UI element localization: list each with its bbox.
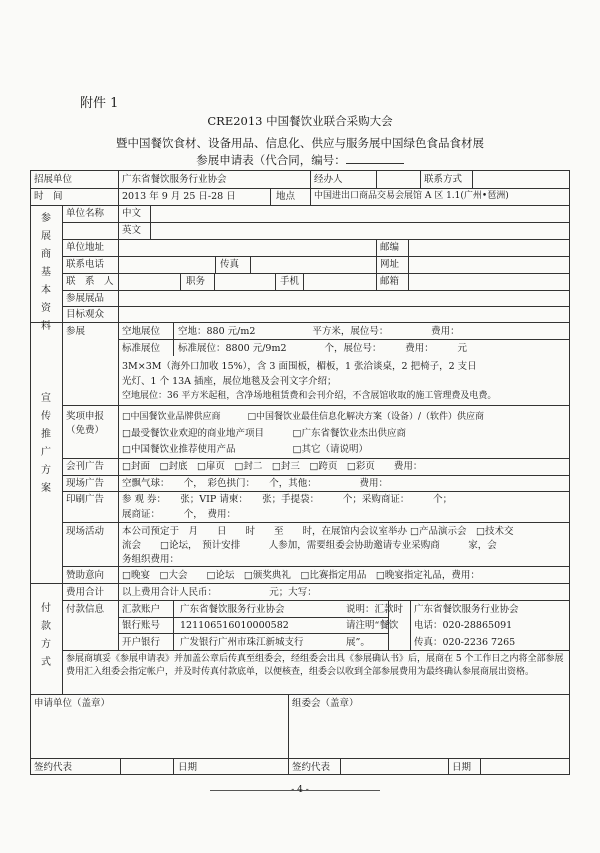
committee-rep-label: 签约代表: [292, 762, 331, 773]
onsite-ad-text[interactable]: 空飘气球： 个， 彩色拱门： 个，其他： 费用：: [122, 478, 389, 489]
sponsor-options[interactable]: □晚宴 □大会 □论坛 □颁奖典礼 □比赛指定用品 □晚宴指定礼品，费用：: [122, 570, 480, 581]
contact-method-label: 联系方式: [424, 174, 463, 185]
exhibitor-basic-info-section: 参展商基本资料: [41, 213, 51, 332]
print-ad-text-2[interactable]: 展商证： 个， 费用：: [122, 509, 237, 520]
standard-booth-text[interactable]: 标准展位：8800 元/9m2 个，展位号： 费用： 元: [178, 343, 467, 354]
print-ad-label: 印刷广告: [66, 494, 105, 505]
payment-info-label: 付款信息: [66, 604, 105, 615]
account-number-label: 银行账号: [122, 620, 161, 631]
award-option-1[interactable]: □中国餐饮业品牌供应商 □中国餐饮业最佳信息化解决方案（设备）/（软件）供应商: [122, 412, 485, 422]
account-name-value: 广东省餐饮服务行业协会: [180, 604, 285, 615]
print-ad-text-1[interactable]: 参 观 券： 张；VIP 请柬： 张；手提袋： 个；采购商证： 个；: [122, 494, 453, 505]
mobile-label: 手机: [280, 276, 300, 287]
payment-note-1: 说明：汇款时: [346, 604, 404, 615]
position-label: 职务: [186, 276, 206, 287]
organizer-label: 招展单位: [34, 174, 73, 185]
website-label: 网址: [380, 259, 400, 270]
postcode-label: 邮编: [380, 242, 400, 253]
standard-booth-desc-1: 3M×3M（海外口加收 15%），含 3 面围板，楣板，1 张洽谈桌，2 把椅子，2 支日: [122, 361, 477, 372]
page-number: - 4 -: [291, 785, 309, 795]
committee-date-label: 日期: [452, 762, 472, 773]
payee-organization: 广东省餐饮服务行业协会: [414, 604, 519, 615]
time-value: 2013 年 9 月 25 日-28 日: [122, 191, 236, 202]
event-label: 现场活动: [66, 526, 105, 537]
total-label: 费用合计: [66, 587, 105, 598]
event-text-2[interactable]: 流会 □论坛， 预计安排 人参加，需要组委会协助邀请专业采购商 家，会: [122, 540, 497, 551]
bank-label: 开户银行: [122, 637, 161, 648]
place-label: 地点: [276, 191, 296, 202]
payee-fax: 传真：020-2236 7265: [414, 637, 516, 648]
standard-booth-desc-2: 光灯、1 个 13A 插座，展位地毯及会刊文字介绍；: [122, 376, 337, 387]
catalog-ad-options[interactable]: □封面 □封底 □扉页 □封二 □封三 □跨页 □彩页 费用：: [122, 461, 423, 472]
form-number-label: 参展申请表（代合同，编号：: [196, 153, 346, 167]
title-line-2: 暨中国餐饮食材、设备用品、信息化、供应与服务展中国绿色食品食材展: [116, 136, 484, 150]
account-number-value: 121106516010000582: [180, 620, 289, 631]
fax-label: 传真: [220, 259, 240, 270]
bank-value: 广发银行广州市珠江新城支行: [180, 637, 304, 648]
company-name-label: 单位名称: [66, 208, 105, 219]
organizer-value: 广东省餐饮服务行业协会: [122, 174, 227, 185]
award-option-3[interactable]: □中国餐饮业推荐使用产品 □其它（请说明）: [122, 444, 368, 455]
promotion-plan-section: 宣传推广方案: [41, 393, 51, 494]
payment-terms: 参展商填妥《参展申请表》并加盖公章后传真至组委会，经组委会出具《参展确认书》后，展商在 5 个工作日之内将全部参展费用汇入组委会指定帐户，并及时传真付款底单，以便核查，组委会以收到全部参展费用为最终确认参展商展出资格。: [66, 654, 564, 677]
products-label: 参展展品: [66, 293, 105, 304]
form-number-blank[interactable]: [346, 153, 404, 164]
applicant-rep-label: 签约代表: [34, 762, 73, 773]
applicant-seal-label: 申请单位（盖章）: [34, 698, 111, 709]
audience-label: 目标观众: [66, 309, 105, 320]
title-line-3: [0, 152, 600, 168]
catalog-ad-label: 会刊广告: [66, 461, 105, 472]
time-label: 时 间: [34, 191, 63, 202]
address-label: 单位地址: [66, 242, 105, 253]
payment-method-section: 付款方式: [41, 603, 51, 668]
annex-label: 附件 1: [80, 96, 119, 111]
committee-seal-label: 组委会（盖章）: [292, 698, 359, 709]
event-text-3[interactable]: 务组织费用：: [122, 554, 180, 565]
contact-label: 联 系 人: [66, 276, 114, 287]
contact-person-label: 经办人: [314, 174, 343, 185]
payment-note-3: 展”。: [346, 637, 370, 648]
account-name-label: 汇款账户: [122, 604, 161, 615]
sponsor-label: 赞助意向: [66, 570, 105, 581]
space-booth-text[interactable]: 空地：880 元/m2 平方米，展位号： 费用：: [178, 326, 460, 337]
standard-booth-label: 标准展位: [122, 343, 161, 354]
total-text[interactable]: 以上费用合计人民币： 元；大写：: [122, 587, 317, 598]
english-name-label: 英文: [122, 225, 142, 236]
booth-label: 参展: [66, 326, 86, 337]
space-booth-label: 空地展位: [122, 326, 161, 337]
standard-booth-desc-3: 空地展位：36 平方米起租，含净场地租赁费和会刊介绍，不含展馆收取的施工管理费及电费。: [122, 391, 497, 401]
chinese-name-label: 中文: [122, 208, 142, 219]
phone-label: 联系电话: [66, 259, 105, 270]
title-line-1: CRE2013 中国餐饮业联合采购大会: [207, 114, 393, 128]
payee-phone: 电话：020-28865091: [414, 620, 513, 631]
award-option-2[interactable]: □最受餐饮业欢迎的商业地产项目 □广东省餐饮业杰出供应商: [122, 428, 406, 439]
applicant-date-label: 日期: [178, 762, 198, 773]
place-value: 中国进出口商品交易会展馆 A 区 1.1(广州•琶洲): [314, 191, 509, 201]
awards-label: 奖项申报（免费）: [66, 411, 105, 436]
application-form-table: [30, 170, 570, 775]
payment-note-2: 请注明“餐饮: [346, 620, 399, 631]
event-text-1[interactable]: 本公司预定于 月 日 时 至 时，在展馆内会议室举办 □产品演示会 □技术交: [122, 526, 514, 537]
email-label: 邮箱: [380, 276, 400, 287]
onsite-ad-label: 现场广告: [66, 478, 105, 489]
